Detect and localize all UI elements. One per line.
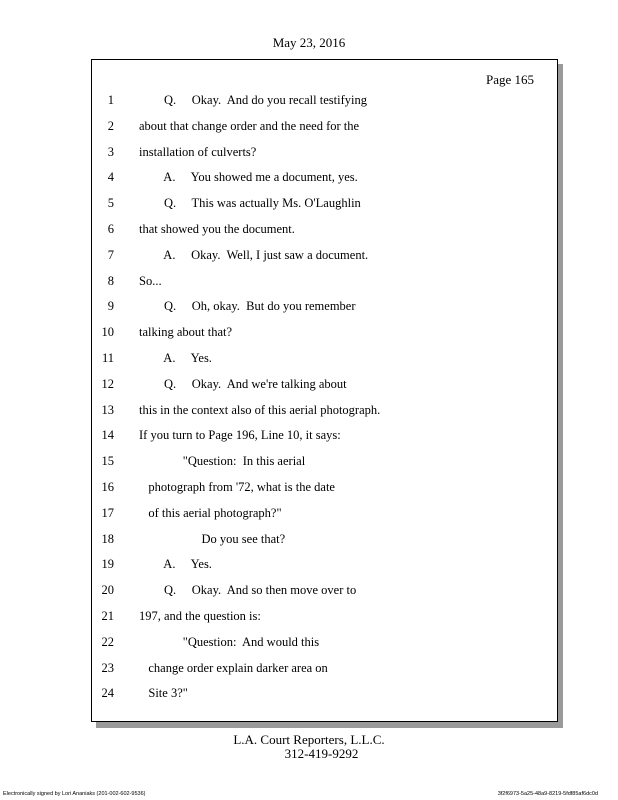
- transcript-date: May 23, 2016: [272, 35, 346, 50]
- transcript-line: [92, 88, 557, 114]
- transcript-line: [92, 552, 557, 578]
- line-text: about that change order and the need for the: [139, 118, 360, 133]
- line-number: 13: [101, 402, 114, 417]
- transcript-line: [92, 217, 557, 243]
- line-number: 7: [107, 247, 114, 262]
- line-number: 2: [107, 118, 114, 133]
- line-text: Q. Oh, okay. But do you remember: [139, 299, 356, 314]
- line-number: 14: [101, 428, 114, 443]
- line-text: that showed you the document.: [139, 221, 295, 236]
- line-text: A. Yes.: [139, 350, 212, 365]
- line-text: this in the context also of this aerial photograph.: [139, 402, 381, 417]
- transcript-line: [92, 320, 557, 346]
- line-text: 197, and the question is:: [139, 608, 261, 623]
- line-number: 5: [107, 196, 114, 211]
- line-text: Do you see that?: [139, 531, 286, 546]
- transcript-line: [92, 140, 557, 166]
- line-number: 18: [101, 531, 114, 546]
- line-number: 22: [101, 634, 114, 649]
- electronic-signature: Electronically signed by Lori Ananiaks (201-002-602-9536): [3, 791, 146, 797]
- line-text: Q. This was actually Ms. O'Laughlin: [139, 196, 361, 211]
- line-text: A. Okay. Well, I just saw a document.: [139, 247, 369, 262]
- line-number: 12: [101, 376, 114, 391]
- transcript-line: [92, 243, 557, 269]
- line-text: A. You showed me a document, yes.: [139, 170, 358, 185]
- line-text: Q. Okay. And we're talking about: [139, 376, 347, 391]
- line-number: 24: [101, 686, 114, 701]
- line-text: If you turn to Page 196, Line 10, it says:: [139, 428, 341, 443]
- line-text: talking about that?: [139, 325, 233, 340]
- line-text: Q. Okay. And do you recall testifying: [139, 93, 367, 107]
- line-number: 17: [101, 505, 114, 520]
- transcript-line: [92, 346, 557, 372]
- line-number: 6: [107, 221, 114, 236]
- line-number: 19: [101, 557, 114, 572]
- transcript-line: [92, 114, 557, 140]
- line-text: "Question: And would this: [139, 634, 320, 649]
- line-text: Q. Okay. And so then move over to: [139, 583, 357, 598]
- transcript-line: [92, 423, 557, 449]
- transcript-line: [92, 398, 557, 424]
- line-text: change order explain darker area on: [139, 660, 328, 675]
- transcript-line: [92, 656, 557, 682]
- line-text: of this aerial photograph?": [139, 505, 282, 520]
- transcript-page: [91, 59, 558, 722]
- line-text: photograph from '72, what is the date: [139, 479, 335, 494]
- transcript-line: [92, 681, 557, 707]
- line-text: "Question: In this aerial: [139, 454, 306, 469]
- transcript-line: [92, 269, 557, 295]
- reporter-company: L.A. Court Reporters, L.L.C.: [233, 732, 385, 747]
- transcript-line: [92, 630, 557, 656]
- line-number: 15: [101, 454, 114, 469]
- transcript-line: [92, 191, 557, 217]
- transcript-line: [92, 475, 557, 501]
- line-number: 3: [107, 144, 114, 159]
- line-number: 16: [101, 479, 114, 494]
- line-text: A. Yes.: [139, 557, 212, 572]
- line-number: 20: [101, 583, 114, 598]
- line-number: 10: [101, 325, 114, 340]
- transcript-line: [92, 604, 557, 630]
- transcript-line: [92, 449, 557, 475]
- transcript-line: [92, 578, 557, 604]
- transcript-line: [92, 372, 557, 398]
- line-number: 9: [107, 299, 114, 314]
- line-text: Site 3?": [139, 686, 188, 701]
- page-number: Page 165: [485, 72, 534, 87]
- transcript-line: [92, 294, 557, 320]
- transcript-line: [92, 501, 557, 527]
- document-hash: 3f2f6973-5a25-48a9-8219-5fdf85af6dc0d: [497, 791, 598, 797]
- line-number: 8: [107, 273, 114, 288]
- line-number: 11: [101, 350, 114, 365]
- line-text: So...: [139, 273, 162, 288]
- transcript-lines: [92, 88, 557, 707]
- transcript-line: [92, 527, 557, 553]
- line-number: 23: [101, 660, 114, 675]
- transcript-line: [92, 165, 557, 191]
- line-text: installation of culverts?: [139, 144, 257, 159]
- line-number: 21: [101, 608, 114, 623]
- line-number: 1: [107, 93, 114, 107]
- reporter-footer: [0, 733, 618, 761]
- reporter-phone: 312-419-9292: [284, 746, 359, 761]
- line-number: 4: [107, 170, 114, 185]
